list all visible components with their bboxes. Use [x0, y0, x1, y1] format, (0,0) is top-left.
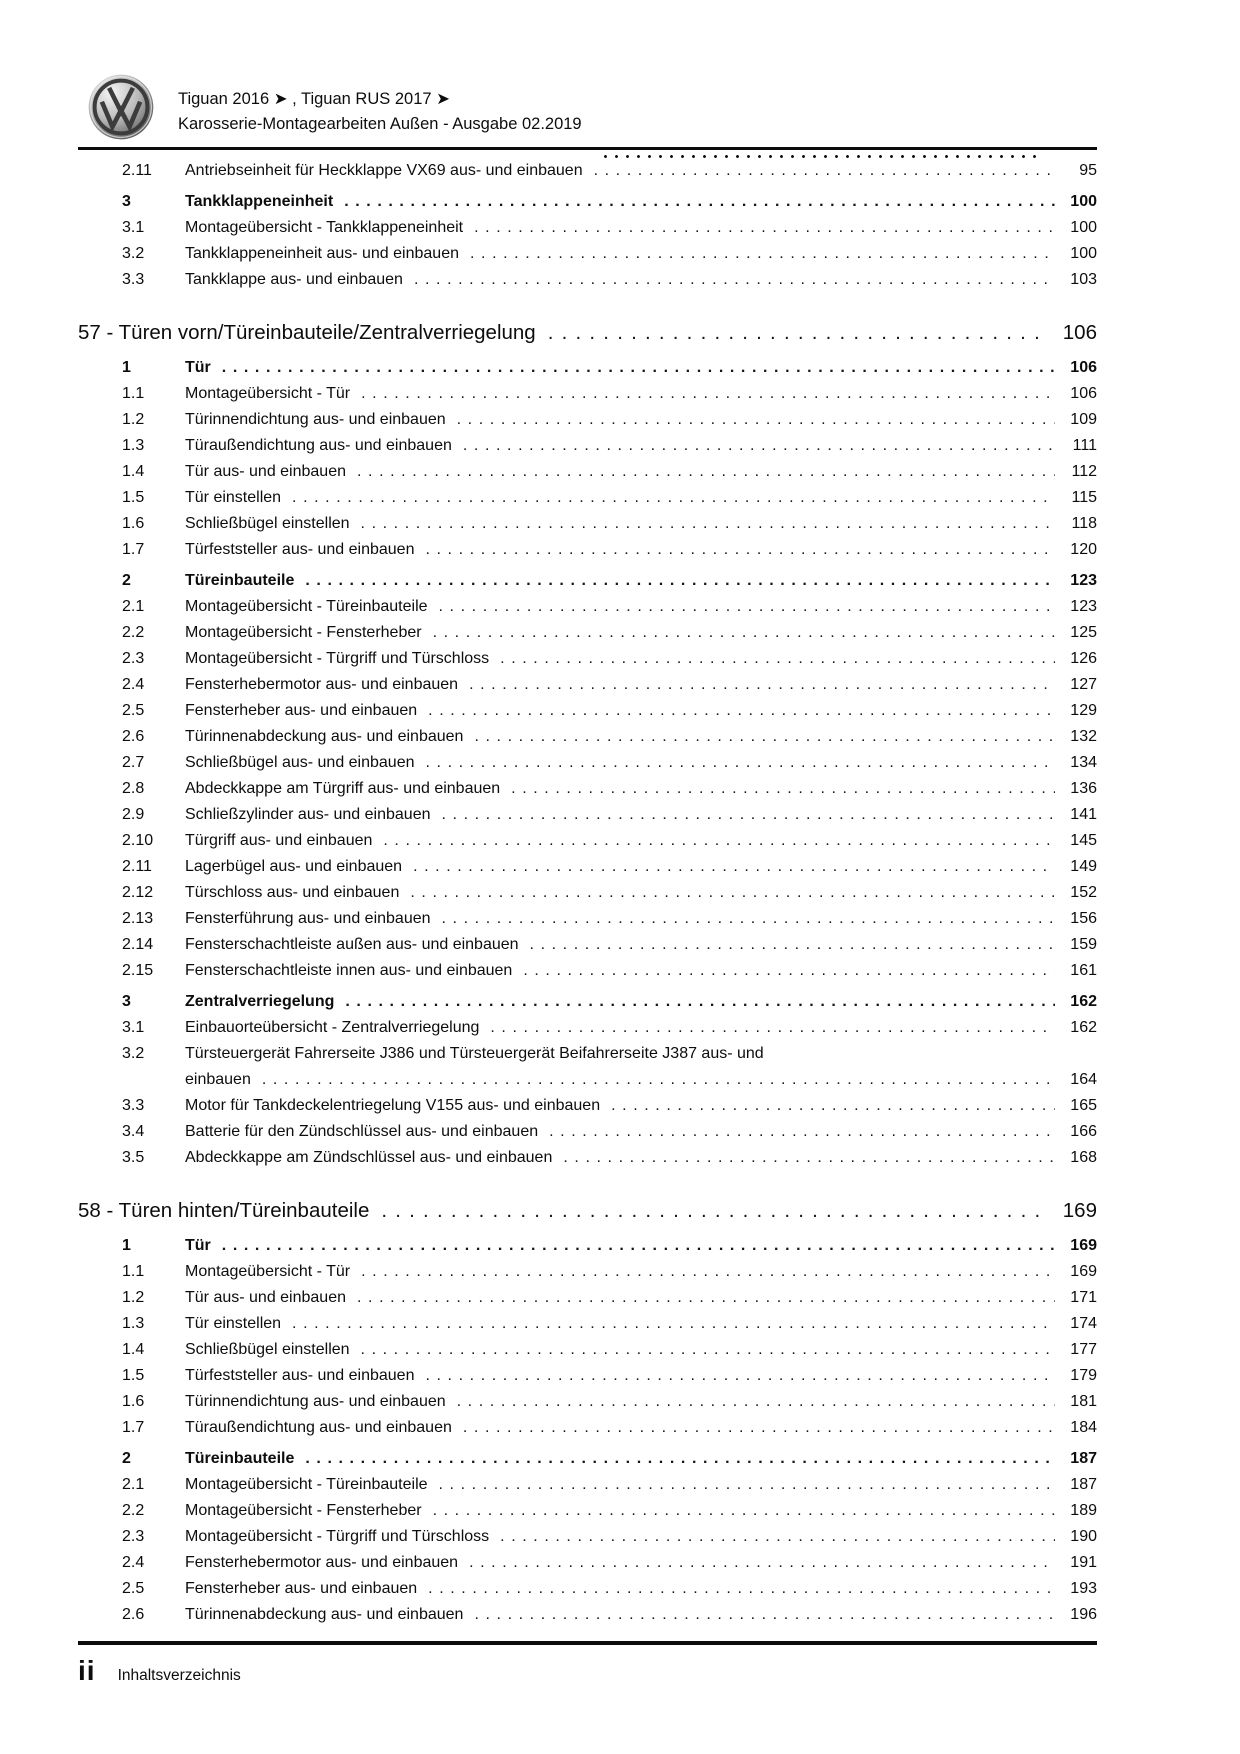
dot-leader	[511, 776, 1055, 802]
entry-title: Montageübersicht - Türeinbauteile	[185, 1476, 428, 1493]
entry-title: Fensterführung aus- und einbauen	[185, 910, 431, 927]
entry-page-number: 174	[1070, 1315, 1097, 1332]
entry-page-number: 168	[1070, 1149, 1097, 1166]
entry-number: 2.6	[122, 1606, 145, 1623]
dot-leader	[425, 537, 1055, 563]
toc-entry-row	[78, 189, 1097, 215]
entry-number: 1.4	[122, 463, 145, 480]
entry-page-number: 190	[1070, 1528, 1097, 1545]
toc-entry-row	[78, 1145, 1097, 1171]
entry-title: Tür	[185, 359, 211, 376]
entry-title: Abdeckkappe am Zündschlüssel aus- und einbauen	[185, 1149, 553, 1166]
entry-page-number: 136	[1070, 780, 1097, 797]
entry-title: Schließbügel einstellen	[185, 515, 350, 532]
entry-page-number: 123	[1070, 598, 1097, 615]
dot-leader	[474, 724, 1055, 750]
chapter-heading-row	[78, 317, 1097, 349]
toc-entry-row	[78, 215, 1097, 241]
entry-number: 2.8	[122, 780, 145, 797]
entry-title: Türaußendichtung aus- und einbauen	[185, 1419, 452, 1436]
entry-number: 2.4	[122, 1554, 145, 1571]
dot-leader	[500, 646, 1055, 672]
entry-title: Schließbügel einstellen	[185, 1341, 350, 1358]
dot-leader	[428, 698, 1055, 724]
entry-number: 2.9	[122, 806, 145, 823]
entry-title: Schließzylinder aus- und einbauen	[185, 806, 431, 823]
entry-title: Türeinbauteile	[185, 1450, 295, 1467]
entry-page-number: 125	[1070, 624, 1097, 641]
entry-number: 2.1	[122, 598, 145, 615]
entry-number: 3.3	[122, 271, 145, 288]
entry-number: 1.3	[122, 1315, 145, 1332]
entry-number: 1	[122, 359, 131, 376]
entry-page-number: 162	[1070, 1019, 1097, 1036]
toc-entry-row	[78, 485, 1097, 511]
toc-entry-row	[78, 1311, 1097, 1337]
header-title-line2: Karosserie-Montagearbeiten Außen - Ausgabe 02.2019	[178, 115, 582, 133]
entry-title: Batterie für den Zündschlüssel aus- und einbauen	[185, 1123, 539, 1140]
dot-leader	[530, 932, 1055, 958]
entry-title: Tür einstellen	[185, 1315, 282, 1332]
dot-leader	[361, 381, 1055, 407]
entry-title: Türeinbauteile	[185, 572, 295, 589]
entry-title: Schließbügel aus- und einbauen	[185, 754, 415, 771]
dot-leader	[361, 1337, 1055, 1363]
dot-leader	[305, 568, 1055, 594]
entry-page-number: 159	[1070, 936, 1097, 953]
toc-entry-row	[78, 776, 1097, 802]
entry-title: Türinnendichtung aus- und einbauen	[185, 411, 446, 428]
entry-page-number: 152	[1070, 884, 1097, 901]
dot-leader	[414, 267, 1055, 293]
entry-title: Türinnenabdeckung aus- und einbauen	[185, 1606, 464, 1623]
entry-number: 1.4	[122, 1341, 145, 1358]
entry-page-number: 106	[1070, 359, 1097, 376]
entry-page-number: 126	[1070, 650, 1097, 667]
dot-leader	[361, 511, 1055, 537]
dot-leader	[474, 215, 1055, 241]
entry-page-number: 129	[1070, 702, 1097, 719]
toc-entry-row	[78, 158, 1097, 184]
dot-leader	[490, 1015, 1055, 1041]
entry-title: Lagerbügel aus- und einbauen	[185, 858, 403, 875]
entry-number: 2.6	[122, 728, 145, 745]
dot-leader	[222, 1233, 1055, 1259]
dot-leader	[594, 158, 1055, 184]
entry-number: 2.11	[122, 858, 152, 875]
entry-number: 2.11	[122, 162, 152, 179]
chapter-page-number: 106	[1062, 321, 1097, 344]
chapter-title: 58 - Türen hinten/Türeinbauteile	[78, 1199, 370, 1222]
toc-entry-row	[78, 355, 1097, 381]
toc-entry-row	[78, 672, 1097, 698]
entry-title: Fensterheber aus- und einbauen	[185, 1580, 418, 1597]
entry-page-number: 118	[1071, 515, 1097, 532]
toc-entry-row	[78, 724, 1097, 750]
entry-number: 1.2	[122, 411, 145, 428]
chapter-page-number: 169	[1062, 1199, 1097, 1222]
header-titles	[178, 74, 582, 137]
toc-entry-row	[78, 1550, 1097, 1576]
entry-number: 1.5	[122, 489, 145, 506]
entry-number: 3.5	[122, 1149, 145, 1166]
toc-entry-row	[78, 802, 1097, 828]
dot-leader	[469, 672, 1055, 698]
footer-divider	[78, 1641, 1097, 1645]
entry-page-number: 120	[1070, 541, 1097, 558]
entry-page-number: 165	[1070, 1097, 1097, 1114]
toc-entry-row	[78, 1524, 1097, 1550]
dot-leader	[457, 1389, 1055, 1415]
entry-title: Türinnenabdeckung aus- und einbauen	[185, 728, 464, 745]
dot-leader	[563, 1145, 1055, 1171]
entry-title: Türaußendichtung aus- und einbauen	[185, 437, 452, 454]
entry-page-number: 184	[1070, 1419, 1097, 1436]
footer-line	[78, 1655, 1097, 1687]
dot-leader	[523, 958, 1055, 984]
entry-number: 3.4	[122, 1123, 145, 1140]
entry-number: 1.2	[122, 1289, 145, 1306]
entry-body	[185, 1041, 1097, 1093]
entry-page-number: 187	[1070, 1476, 1097, 1493]
dot-leader	[457, 407, 1055, 433]
entry-number: 2.5	[122, 1580, 145, 1597]
entry-number: 2.3	[122, 1528, 145, 1545]
entry-number: 2.10	[122, 832, 154, 849]
dot-leader	[441, 802, 1055, 828]
entry-page-number: 191	[1070, 1554, 1097, 1571]
entry-page-number: 109	[1070, 411, 1097, 428]
entry-title: Türgriff aus- und einbauen	[185, 832, 373, 849]
entry-title: Tür aus- und einbauen	[185, 463, 346, 480]
dot-leader	[439, 1472, 1055, 1498]
dot-leader	[463, 433, 1055, 459]
entry-title: Tür aus- und einbauen	[185, 1289, 346, 1306]
entry-page-number: 156	[1070, 910, 1097, 927]
entry-title: Türfeststeller aus- und einbauen	[185, 1367, 415, 1384]
entry-title: Montageübersicht - Tür	[185, 1263, 351, 1280]
entry-title: Montageübersicht - Fensterheber	[185, 624, 422, 641]
entry-page-number: 115	[1071, 489, 1097, 506]
dot-leader	[433, 1498, 1055, 1524]
dot-leader	[463, 1415, 1055, 1441]
entry-number: 3.1	[122, 1019, 145, 1036]
footer-section-label: Inhaltsverzeichnis	[117, 1667, 241, 1684]
entry-title-continued: einbauen	[185, 1071, 251, 1088]
chapter-heading-row	[78, 1195, 1097, 1227]
entry-page-number: 179	[1070, 1367, 1097, 1384]
toc-entry-row	[78, 989, 1097, 1015]
dot-leader	[433, 620, 1055, 646]
entry-page-number: 103	[1070, 271, 1097, 288]
toc-entry-row	[78, 750, 1097, 776]
dot-leader	[381, 1195, 1049, 1227]
entry-page-number: 123	[1070, 572, 1097, 589]
entry-title: Türfeststeller aus- und einbauen	[185, 541, 415, 558]
dot-leader	[611, 1093, 1055, 1119]
entry-title: Abdeckkappe am Türgriff aus- und einbauen	[185, 780, 501, 797]
toc-entry-row	[78, 1389, 1097, 1415]
toc-entry-row	[78, 880, 1097, 906]
dot-leader	[428, 1576, 1055, 1602]
toc	[78, 158, 1097, 1628]
entry-title: Tankklappeneinheit aus- und einbauen	[185, 245, 459, 262]
toc-entry-row	[78, 1602, 1097, 1628]
entry-page-number: 100	[1070, 193, 1097, 210]
entry-title: Fensterschachtleiste außen aus- und einbauen	[185, 936, 519, 953]
entry-page-number: 193	[1070, 1580, 1097, 1597]
entry-number: 3	[122, 993, 131, 1010]
entry-page-number: 189	[1070, 1502, 1097, 1519]
entry-title: Motor für Tankdeckelentriegelung V155 aus- und einbauen	[185, 1097, 601, 1114]
entry-number: 2.15	[122, 962, 154, 979]
entry-title: Fensterhebermotor aus- und einbauen	[185, 1554, 459, 1571]
toc-entry-row	[78, 646, 1097, 672]
toc-entry-row	[78, 267, 1097, 293]
entry-number: 1.1	[122, 1263, 145, 1280]
page-footer	[78, 1641, 1097, 1687]
toc-entry-row	[78, 459, 1097, 485]
dot-leader	[345, 989, 1055, 1015]
dot-leader	[383, 828, 1055, 854]
dot-leader	[548, 317, 1049, 349]
dot-leader	[469, 1550, 1055, 1576]
entry-title: Türinnendichtung aus- und einbauen	[185, 1393, 446, 1410]
entry-page-number: 171	[1070, 1289, 1097, 1306]
entry-page-number: 100	[1070, 219, 1097, 236]
header-divider	[78, 147, 1097, 150]
entry-title: Tür einstellen	[185, 489, 282, 506]
entry-number: 1	[122, 1237, 131, 1254]
entry-page-number: 166	[1070, 1123, 1097, 1140]
entry-page-number: 141	[1070, 806, 1097, 823]
entry-number: 1.6	[122, 1393, 145, 1410]
toc-entry-row	[78, 407, 1097, 433]
toc-entry-row	[78, 1472, 1097, 1498]
entry-title: Türsteuergerät Fahrerseite J386 und Türsteuergerät Beifahrerseite J387 aus- und	[185, 1045, 764, 1062]
toc-entry-row	[78, 511, 1097, 537]
toc-entry-row	[78, 620, 1097, 646]
entry-number: 3.2	[122, 1045, 145, 1062]
entry-number: 3.2	[122, 245, 145, 262]
entry-title: Montageübersicht - Türgriff und Türschloss	[185, 1528, 490, 1545]
toc-entry-row	[78, 568, 1097, 594]
dot-leader	[357, 459, 1055, 485]
entry-number: 2.1	[122, 1476, 145, 1493]
toc-entry-row	[78, 1233, 1097, 1259]
entry-number: 1.7	[122, 1419, 145, 1436]
entry-number: 2.14	[122, 936, 154, 953]
entry-number: 2.13	[122, 910, 154, 927]
entry-number: 2.2	[122, 1502, 145, 1519]
dot-leader	[292, 1311, 1055, 1337]
header-title-line1: Tiguan 2016 ➤ , Tiguan RUS 2017 ➤	[178, 90, 450, 108]
toc-entry-row	[78, 1498, 1097, 1524]
entry-number: 2.7	[122, 754, 145, 771]
toc-entry-row	[78, 906, 1097, 932]
entry-title: Montageübersicht - Türeinbauteile	[185, 598, 428, 615]
footer-page-label: ii	[78, 1655, 96, 1686]
dot-leader	[262, 1067, 1055, 1093]
entry-number: 3	[122, 193, 131, 210]
entry-title: Tankklappeneinheit	[185, 193, 334, 210]
entry-page-number: 177	[1070, 1341, 1097, 1358]
entry-title: Montageübersicht - Fensterheber	[185, 1502, 422, 1519]
dot-leader	[361, 1259, 1055, 1285]
entry-page-number: 112	[1071, 463, 1097, 480]
toc-entry-row	[78, 1363, 1097, 1389]
chapter-title: 57 - Türen vorn/Türeinbauteile/Zentralverriegelung	[78, 321, 536, 344]
entry-page-number: 169	[1070, 1237, 1097, 1254]
toc-entry-row	[78, 1285, 1097, 1311]
dot-leader	[292, 485, 1055, 511]
entry-number: 1.5	[122, 1367, 145, 1384]
entry-page-number: 134	[1070, 754, 1097, 771]
entry-title: Antriebseinheit für Heckklappe VX69 aus- und einbauen	[185, 162, 583, 179]
toc-entry-row	[78, 594, 1097, 620]
entry-title: Fensterschachtleiste innen aus- und einbauen	[185, 962, 513, 979]
entry-number: 2.5	[122, 702, 145, 719]
dot-leader	[222, 355, 1055, 381]
entry-page-number: 187	[1070, 1450, 1097, 1467]
entry-page-number: 145	[1070, 832, 1097, 849]
dot-leader	[426, 750, 1056, 776]
entry-page-number: 169	[1070, 1263, 1097, 1280]
toc-entry-row	[78, 1093, 1097, 1119]
entry-title: Einbauorteübersicht - Zentralverriegelung	[185, 1019, 480, 1036]
entry-page-number: 132	[1070, 728, 1097, 745]
entry-page-number: 181	[1070, 1393, 1097, 1410]
entry-number: 2.4	[122, 676, 145, 693]
dot-leader	[470, 241, 1055, 267]
toc-entry-row	[78, 1015, 1097, 1041]
toc-entry-row	[78, 1576, 1097, 1602]
entry-number: 2.3	[122, 650, 145, 667]
entry-page-number: 106	[1070, 385, 1097, 402]
toc-entry-row	[78, 433, 1097, 459]
entry-page-number: 149	[1070, 858, 1097, 875]
entry-number: 2.2	[122, 624, 145, 641]
entry-page-number: 111	[1072, 437, 1097, 454]
toc-entry-row	[78, 1041, 1097, 1093]
dot-leader	[344, 189, 1055, 215]
entry-page-number: 161	[1070, 962, 1097, 979]
toc-entry-row	[78, 828, 1097, 854]
entry-page-number: 127	[1070, 676, 1097, 693]
toc-entry-row	[78, 958, 1097, 984]
toc-entry-row	[78, 854, 1097, 880]
entry-page-number: 95	[1079, 162, 1097, 179]
toc-entry-row	[78, 537, 1097, 563]
dot-leader	[442, 906, 1055, 932]
toc-entry-row	[78, 1119, 1097, 1145]
entry-number: 3.1	[122, 219, 145, 236]
entry-title: Montageübersicht - Tür	[185, 385, 351, 402]
entry-number: 1.3	[122, 437, 145, 454]
toc-entry-row	[78, 1259, 1097, 1285]
entry-page-number: 164	[1070, 1071, 1097, 1088]
dot-leader	[305, 1446, 1055, 1472]
toc-entry-row	[78, 1446, 1097, 1472]
dot-leader	[410, 880, 1055, 906]
entry-title-continuation-line	[185, 1067, 1097, 1093]
toc-entry-row	[78, 381, 1097, 407]
entry-title: Tür	[185, 1237, 211, 1254]
page-header	[78, 74, 1097, 140]
entry-number: 3.3	[122, 1097, 145, 1114]
dot-leader	[357, 1285, 1055, 1311]
entry-page-number: 196	[1070, 1606, 1097, 1623]
entry-number: 2	[122, 1450, 131, 1467]
entry-title: Montageübersicht - Türgriff und Türschloss	[185, 650, 490, 667]
entry-number: 1.6	[122, 515, 145, 532]
toc-entry-row	[78, 1337, 1097, 1363]
vw-logo-icon	[88, 74, 154, 140]
entry-number: 2.12	[122, 884, 154, 901]
dot-leader	[425, 1363, 1055, 1389]
entry-title: Fensterheber aus- und einbauen	[185, 702, 418, 719]
dot-leader	[474, 1602, 1055, 1628]
entry-title: Montageübersicht - Tankklappeneinheit	[185, 219, 464, 236]
entry-page-number: 162	[1070, 993, 1097, 1010]
dot-leader	[500, 1524, 1055, 1550]
entry-number: 1.1	[122, 385, 145, 402]
entry-number: 1.7	[122, 541, 145, 558]
dot-leader	[413, 854, 1055, 880]
entry-title: Tankklappe aus- und einbauen	[185, 271, 403, 288]
entry-number: 2	[122, 572, 131, 589]
toc-entry-row	[78, 1415, 1097, 1441]
entry-title: Türschloss aus- und einbauen	[185, 884, 400, 901]
dot-leader	[549, 1119, 1055, 1145]
entry-title: Fensterhebermotor aus- und einbauen	[185, 676, 459, 693]
dot-leader	[439, 594, 1055, 620]
entry-title: Zentralverriegelung	[185, 993, 335, 1010]
toc-entry-row	[78, 241, 1097, 267]
entry-page-number: 100	[1070, 245, 1097, 262]
toc-entry-row	[78, 698, 1097, 724]
toc-entry-row	[78, 932, 1097, 958]
